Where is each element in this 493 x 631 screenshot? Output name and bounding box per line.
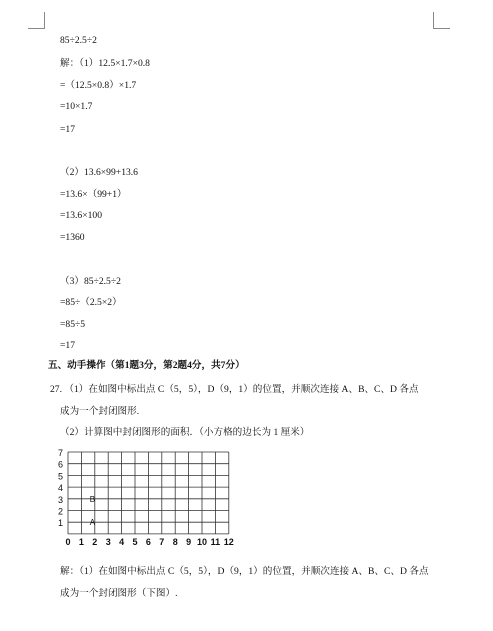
y-axis-tick-label: 7 [58,448,64,458]
solution-line: =17 [60,340,76,351]
y-axis-tick-label: 4 [58,483,64,494]
y-axis-tick-label: 2 [58,506,64,517]
x-axis-tick-label: 4 [119,536,125,547]
point-b-label: B [89,494,96,504]
x-axis-tick-label: 3 [105,536,111,547]
coordinate-grid [56,446,241,554]
solution-line: =10×1.7 [60,101,93,112]
question-27-part2: （2）计算图中封闭图形的面积．（小方格的边长为 1 厘米） [60,427,310,438]
solution-line: =1360 [60,232,85,243]
question-27-part1: 27. （1）在如图中标出点 C（5，5），D（9，1）的位置，并顺次连接 A、B、C、D 各点 [50,384,419,395]
x-axis-tick-label: 1 [78,536,84,547]
page-corner-mark-top-left [28,12,45,29]
x-axis-tick-label: 6 [145,536,151,547]
question-27-part1-cont: 成为一个封闭图形. [60,406,140,417]
answer-line: 解：（1）在如图中标出点 C（5，5），D（9，1）的位置，并顺次连接 A、B、C、D 各点 [60,566,429,577]
x-axis-tick-label: 5 [132,536,138,547]
solution-line: =85÷5 [60,319,86,330]
solution-line: =（12.5×0.8）×1.7 [60,80,137,91]
y-axis-tick-label: 3 [58,494,64,505]
x-axis-tick-label: 9 [186,536,192,547]
x-axis-tick-label: 11 [210,536,221,547]
solution-line: （2）13.6×99+13.6 [60,167,138,178]
x-axis-tick-label: 12 [223,536,234,547]
solution-line: （3）85÷2.5÷2 [60,276,121,287]
answer-line-cont: 成为一个封闭图形（下图）. [60,588,178,599]
problem-line: 85÷2.5÷2 [60,35,97,46]
x-axis-tick-label: 8 [172,536,178,547]
y-axis-tick-label: 5 [58,471,64,482]
solution-line: =13.6×（99+1） [60,189,127,200]
solution-line: 解：（1）12.5×1.7×0.8 [60,58,150,69]
y-axis-tick-label: 1 [58,518,64,529]
solution-line: =17 [60,124,76,135]
solution-line: =85÷（2.5×2） [60,297,122,308]
page-corner-mark-top-right [433,12,450,29]
x-axis-tick-label: 7 [159,536,165,547]
point-a-label: A [89,518,96,528]
x-axis-tick-label: 2 [92,536,98,547]
solution-line: =13.6×100 [60,210,103,221]
x-axis-tick-label: 10 [196,536,208,547]
x-axis-tick-label: 0 [65,536,71,547]
y-axis-tick-label: 6 [58,459,64,470]
section-heading: 五、动手操作（第1题3分，第2题4分，共7分） [48,360,245,371]
